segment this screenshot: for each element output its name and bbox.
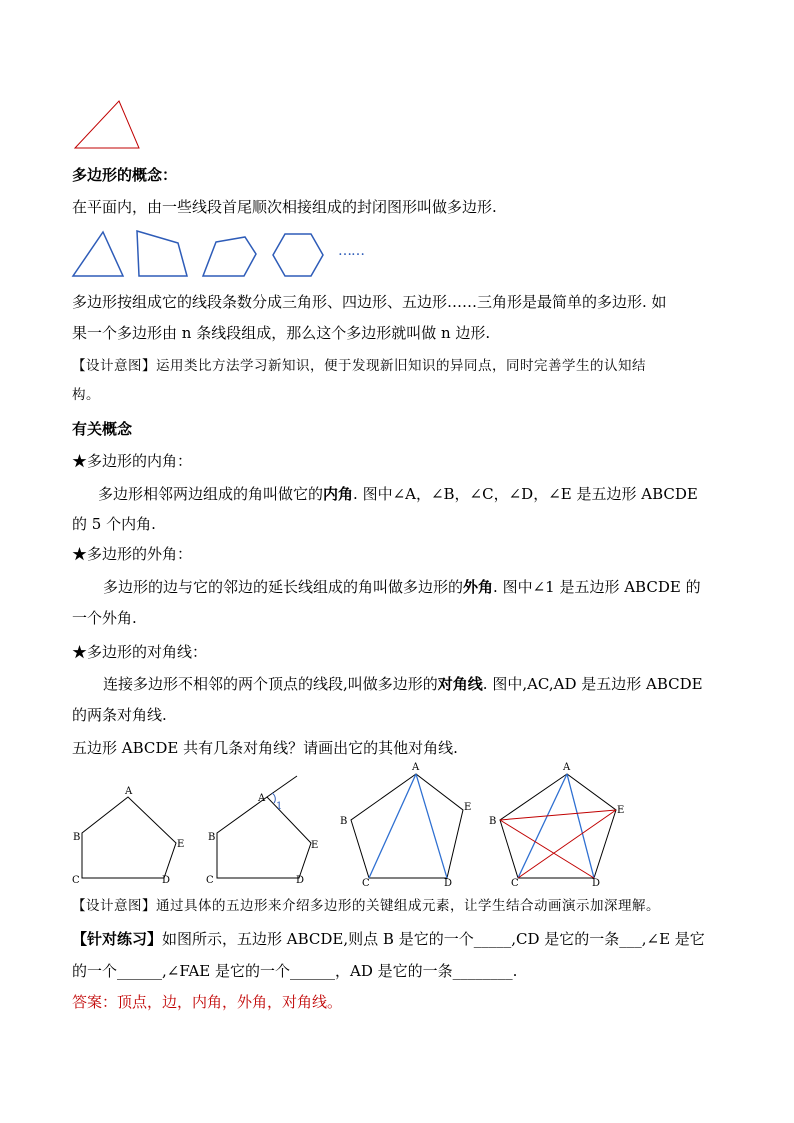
design-intent-1-line-1: 【设计意图】运用类比方法学习新知识，便于发现新旧知识的异同点，同时完善学生的认知结 [72,358,646,374]
fig3-label-c: C [362,878,370,889]
design-intent-2: 【设计意图】通过具体的五边形来介绍多边形的关键组成元素，让学生结合动画演示加深理解。 [72,898,660,914]
red-triangle-figure [72,98,142,152]
interior-angle-pre: 多边形相邻两边组成的角叫做它的 [98,485,324,503]
fig2-label-e: E [311,840,319,851]
diagonal-term: 对角线 [437,675,483,693]
exterior-angle-term: 外角 [463,578,494,596]
diagonal-title: ★多边形的对角线： [72,643,208,661]
diagonal-line-2: 的两条对角线. [72,706,167,724]
quadrilateral-shape [137,231,187,276]
design-intent-1-line-2: 构。 [72,387,100,403]
pentagon-figure-3 [340,762,471,889]
classification-line-1: 多边形按组成它的线段条数分成三角形、四边形、五边形……三角形是最简单的多边形. 如 [72,293,667,311]
practice-line-2: 的一个______,∠FAE 是它的一个______，AD 是它的一条________. [72,962,518,980]
fig2-label-a: A [258,793,266,804]
pentagon-figure-1 [72,786,184,886]
fig4-label-a: A [563,762,571,773]
triangle-shape [73,232,123,276]
fig2-label-one: 1 [276,801,283,812]
polygon-shapes-row [70,228,380,280]
practice-line-1 [72,929,705,949]
pentagon-shape [203,237,256,276]
fig1-label-b: B [73,832,81,843]
answer-text: 答案：顶点，边，内角，外角，对角线。 [72,993,343,1011]
fig3-label-a: A [412,762,420,773]
heading-related-concepts: 有关概念 [72,420,133,438]
practice-label: 【针对练习】 [72,930,163,948]
exterior-angle-line-2: 一个外角. [72,609,137,627]
interior-angle-definition [98,484,698,504]
diagonal-definition [103,674,703,694]
exterior-angle-title: ★多边形的外角： [72,545,193,563]
interior-angle-post: . 图中∠A，∠B，∠C，∠D，∠E 是五边形 ABCDE [353,485,698,503]
fig4-label-d: D [592,878,601,889]
fig4-label-e: E [617,805,625,816]
fig3-label-d: D [444,878,453,889]
fig2-label-c: C [206,875,214,886]
interior-angle-term: 内角 [323,485,354,503]
diagonal-pre: 连接多边形不相邻的两个顶点的线段,叫做多边形的 [103,675,438,693]
fig3-label-e: E [464,802,472,813]
ellipsis-text: …… [338,243,364,259]
practice-text-1: 如图所示，五边形 ABCDE,则点 B 是它的一个_____,CD 是它的一条___,∠E 是它 [162,930,705,948]
exterior-angle-definition [103,577,701,597]
exterior-angle-post: . 图中∠1 是五边形 ABCDE 的 [493,578,701,596]
diagonal-post: . 图中,AC,AD 是五边形 ABCDE [482,675,703,693]
fig1-label-c: C [72,875,80,886]
hexagon-shape [273,234,323,276]
question-text: 五边形 ABCDE 共有几条对角线？请画出它的其他对角线. [72,739,458,757]
heading-polygon-concept: 多边形的概念： [72,166,178,184]
interior-angle-line-2: 的 5 个内角. [72,515,156,533]
fig1-label-a: A [125,786,133,797]
interior-angle-title: ★多边形的内角： [72,452,193,470]
fig4-label-b: B [489,816,497,827]
definition-text: 在平面内，由一些线段首尾顺次相接组成的封闭图形叫做多边形. [72,198,497,216]
exterior-angle-pre: 多边形的边与它的邻边的延长线组成的角叫做多边形的 [103,578,464,596]
fig1-label-d: D [162,875,171,886]
fig1-label-e: E [177,839,185,850]
fig2-label-d: D [296,875,305,886]
pentagon-figure-4 [489,762,624,889]
pentagon-figures [66,758,646,890]
fig4-label-c: C [511,878,519,889]
classification-line-2: 果一个多边形由 n 条线段组成，那么这个多边形就叫做 n 边形. [72,324,491,342]
pentagon-figure-2 [206,776,318,886]
fig2-label-b: B [208,832,216,843]
fig3-label-b: B [340,816,348,827]
